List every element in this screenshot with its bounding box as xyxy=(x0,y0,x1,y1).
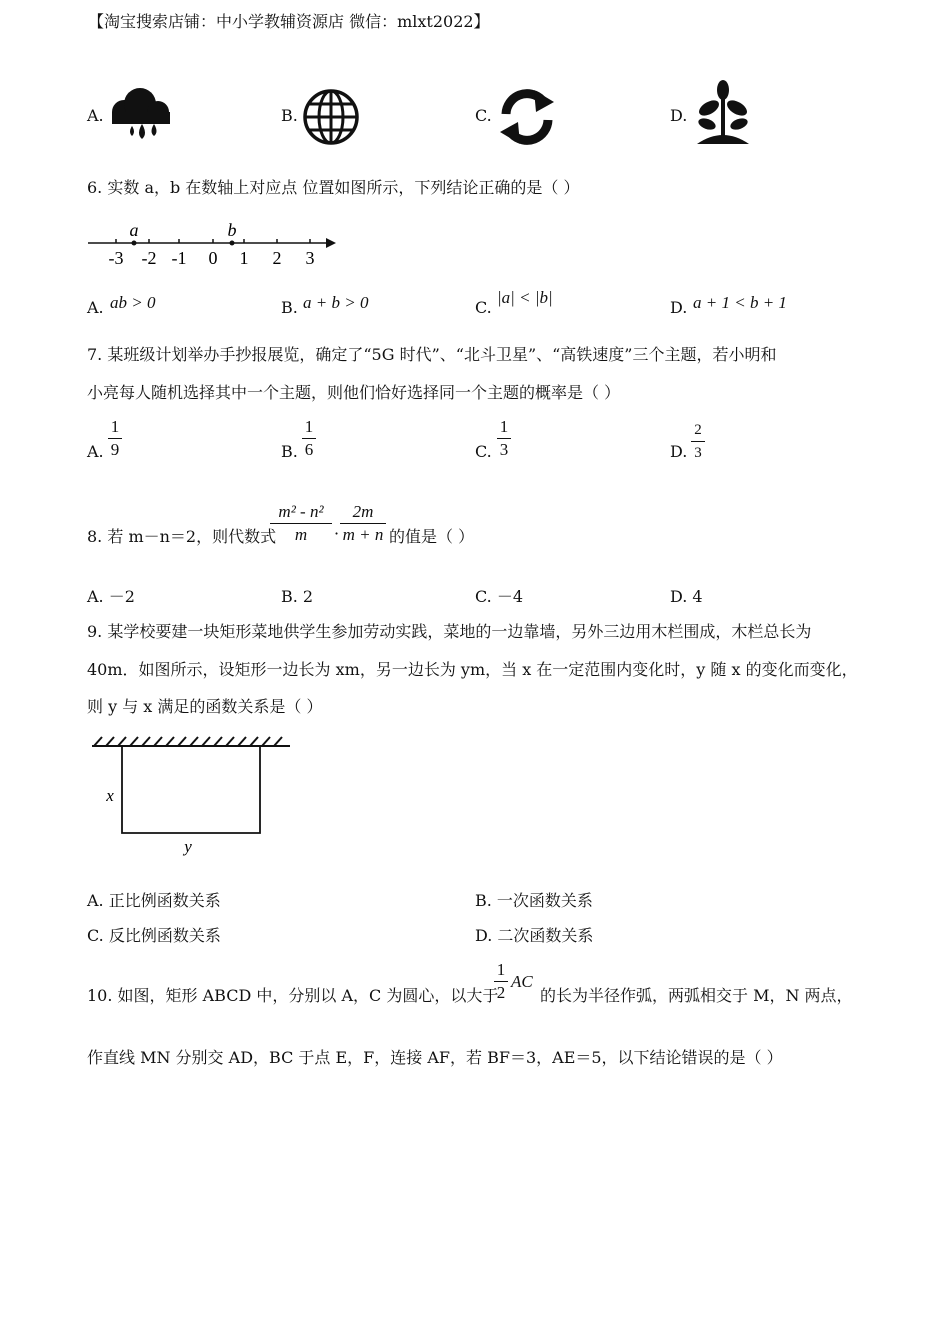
header-banner: 【淘宝搜索店铺：中小学教辅资源店 微信：mlxt2022】 xyxy=(88,12,490,31)
q8-stem-prefix: 8. 若 m－n＝2，则代数式 xyxy=(87,527,277,546)
q9-stem-line2: 40m．如图所示，设矩形一边长为 xm，另一边长为 ym，当 x 在一定范围内变化时，y 随 x 的变化而变化， xyxy=(87,660,858,679)
q9-stem-line1: 9. 某学校要建一块矩形菜地供学生参加劳动实践，菜地的一边靠墙，另外三边用木栏围成，木栏总长为 xyxy=(87,622,812,641)
q7-option-b-fraction xyxy=(302,418,316,459)
side-y-label: y xyxy=(184,837,192,856)
fraction-bar xyxy=(691,441,705,442)
recycle-arrows-icon xyxy=(496,88,558,146)
side-x-label: x xyxy=(106,786,114,805)
fraction-denominator: 3 xyxy=(694,445,702,461)
q10-fraction xyxy=(494,961,508,1002)
q5-option-b-label: B. xyxy=(281,106,298,125)
tick-label: -3 xyxy=(108,248,124,268)
fraction-bar xyxy=(270,523,332,524)
fraction-denominator: 2 xyxy=(496,983,506,1002)
q6-option-b-label: B. xyxy=(281,298,298,317)
fraction-numerator: 2m xyxy=(352,502,374,521)
q8-fraction-1 xyxy=(270,503,332,544)
fraction-denominator: 9 xyxy=(110,440,120,459)
fraction-denominator: m + n xyxy=(342,525,384,544)
fraction-numerator: 1 xyxy=(496,960,506,979)
q6-stem: 6. 实数 a，b 在数轴上对应点 位置如图所示，下列结论正确的是（ ） xyxy=(87,178,580,197)
q8-option-a: A. －2 xyxy=(87,587,135,606)
q6-option-a: ab > 0 xyxy=(110,293,156,312)
q5-option-c-label: C. xyxy=(475,106,492,125)
number-line xyxy=(86,222,342,270)
point-a-label: a xyxy=(129,220,139,240)
q8-fraction-2 xyxy=(340,503,386,544)
q9-option-c: C. 反比例函数关系 xyxy=(87,926,221,945)
point-b-label: b xyxy=(227,220,237,240)
q5-option-a-label: A. xyxy=(87,106,104,125)
q7-option-d-fraction xyxy=(691,421,705,462)
tick-label: 1 xyxy=(239,248,249,268)
cloud-rain-icon xyxy=(106,84,174,144)
q10-stem-prefix: 10. 如图，矩形 ABCD 中，分别以 A，C 为圆心，以大于 xyxy=(87,986,499,1005)
fraction-denominator: 3 xyxy=(499,440,509,459)
q8-stem-suffix: 的值是（ ） xyxy=(389,527,475,546)
fraction-bar xyxy=(340,523,386,524)
fraction-numerator: 2 xyxy=(694,422,702,438)
tick-label: 2 xyxy=(272,248,282,268)
fraction-bar xyxy=(302,438,316,439)
fraction-denominator: m xyxy=(294,525,308,544)
q7-option-a-fraction xyxy=(108,418,122,459)
q6-option-d-label: D. xyxy=(670,298,688,317)
q10-fraction-tail: AC xyxy=(511,972,533,991)
wall-hatching xyxy=(94,737,282,746)
globe-icon xyxy=(302,88,360,146)
q7-option-d-label: D. xyxy=(670,442,688,461)
tick-label: 0 xyxy=(208,248,218,268)
q7-option-c-label: C. xyxy=(475,442,492,461)
fraction-numerator: 1 xyxy=(304,417,314,436)
q10-stem-line2: 作直线 MN 分别交 AD，BC 于点 E，F，连接 AF，若 BF＝3，AE＝5，以下结论错误的是（ ） xyxy=(87,1048,783,1067)
q10-stem-suffix: 的长为半径作弧，两弧相交于 M，N 两点， xyxy=(540,986,853,1005)
q7-stem-line2: 小亮每人随机选择其中一个主题，则他们恰好选择同一个主题的概率是（ ） xyxy=(87,383,621,402)
fraction-denominator: 6 xyxy=(304,440,314,459)
q8-option-b: B. 2 xyxy=(281,587,314,606)
q6-option-d: a + 1 < b + 1 xyxy=(693,293,787,312)
q8-option-c: C. －4 xyxy=(475,587,524,606)
fraction-bar xyxy=(494,981,508,982)
q6-option-c-label: C. xyxy=(475,298,492,317)
tick-label: 3 xyxy=(305,248,315,268)
fraction-bar xyxy=(108,438,122,439)
q6-option-a-label: A. xyxy=(87,298,104,317)
q6-option-b: a + b > 0 xyxy=(303,293,369,312)
sprout-icon xyxy=(693,80,753,146)
garden-figure xyxy=(88,734,298,864)
q7-stem-line1: 7. 某班级计划举办手抄报展览，确定了“5G 时代”、“北斗卫星”、“高铁速度”三个主题，若小明和 xyxy=(87,345,777,364)
q9-option-a: A. 正比例函数关系 xyxy=(87,891,221,910)
q6-option-c: |a| < |b| xyxy=(497,288,553,307)
q8-dot: · xyxy=(334,524,340,543)
fraction-numerator: 1 xyxy=(110,417,120,436)
q8-option-d: D. 4 xyxy=(670,587,703,606)
fraction-bar xyxy=(497,438,511,439)
q5-option-d-label: D. xyxy=(670,106,688,125)
q7-option-b-label: B. xyxy=(281,442,298,461)
fraction-numerator: 1 xyxy=(499,417,509,436)
tick-label: -1 xyxy=(171,248,187,268)
q9-option-b: B. 一次函数关系 xyxy=(475,891,593,910)
tick-label: -2 xyxy=(141,248,157,268)
q7-option-a-label: A. xyxy=(87,442,104,461)
q9-option-d: D. 二次函数关系 xyxy=(475,926,594,945)
q7-option-c-fraction xyxy=(497,418,511,459)
fraction-numerator: m² - n² xyxy=(278,502,324,521)
q9-stem-line3: 则 y 与 x 满足的函数关系是（ ） xyxy=(87,697,323,716)
